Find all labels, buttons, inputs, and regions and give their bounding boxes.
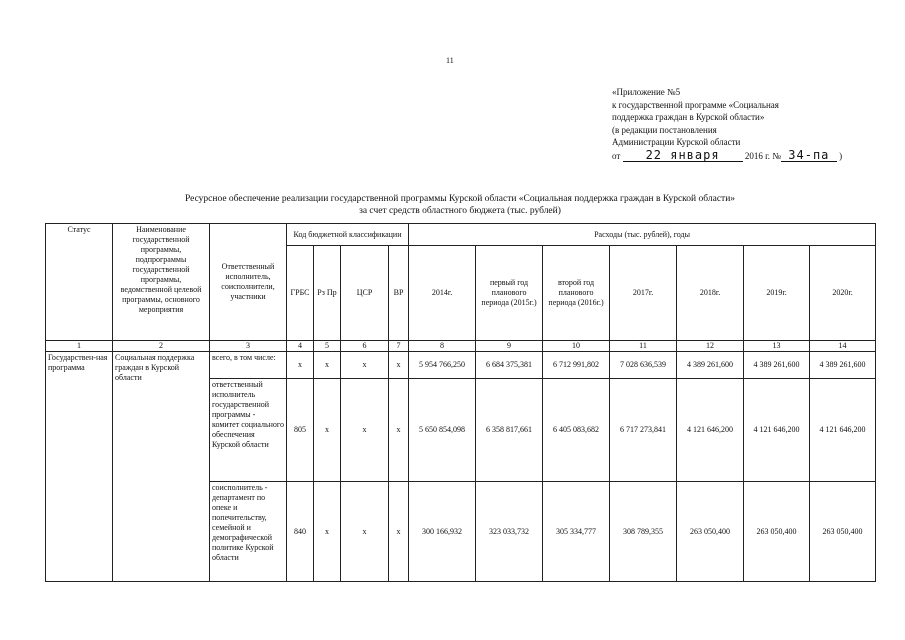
column-number: 9 bbox=[476, 341, 543, 352]
value-2020: 4 389 261,600 bbox=[810, 352, 876, 379]
header-year-2019: 2019г. bbox=[744, 246, 810, 341]
grbs-cell: 840 bbox=[287, 482, 314, 582]
column-number: 1 bbox=[46, 341, 113, 352]
header-year-2016: второй год планового периода (2016г.) bbox=[543, 246, 610, 341]
header-year-2014: 2014г. bbox=[409, 246, 476, 341]
column-number: 14 bbox=[810, 341, 876, 352]
annex-block bbox=[612, 86, 882, 162]
annex-line: «Приложение №5 bbox=[612, 87, 681, 97]
value-2014: 300 166,932 bbox=[409, 482, 476, 582]
value-2016: 305 334,777 bbox=[543, 482, 610, 582]
vr-cell: x bbox=[389, 379, 409, 482]
handwritten-number: 34-па bbox=[781, 149, 837, 162]
header-csr: ЦСР bbox=[341, 246, 389, 341]
value-2017: 7 028 636,539 bbox=[610, 352, 677, 379]
column-number: 5 bbox=[314, 341, 341, 352]
value-2020: 4 121 646,200 bbox=[810, 379, 876, 482]
vr-cell: x bbox=[389, 482, 409, 582]
header-rzpr: Рз Пр bbox=[314, 246, 341, 341]
handwritten-date: 22 января bbox=[623, 149, 743, 162]
rzpr-cell: x bbox=[314, 352, 341, 379]
column-number: 7 bbox=[389, 341, 409, 352]
rzpr-cell: x bbox=[314, 482, 341, 582]
value-2016: 6 405 083,682 bbox=[543, 379, 610, 482]
column-number: 10 bbox=[543, 341, 610, 352]
executor-cell: всего, в том числе: bbox=[210, 352, 287, 379]
value-2019: 4 389 261,600 bbox=[744, 352, 810, 379]
header-year-2017: 2017г. bbox=[610, 246, 677, 341]
annex-line: к государственной программе «Социальная bbox=[612, 99, 779, 110]
value-2015: 6 358 817,661 bbox=[476, 379, 543, 482]
value-2020: 263 050,400 bbox=[810, 482, 876, 582]
column-number: 2 bbox=[113, 341, 210, 352]
column-number: 12 bbox=[677, 341, 744, 352]
annex-line: Администрации Курской области bbox=[612, 137, 741, 147]
column-number: 4 bbox=[287, 341, 314, 352]
value-2017: 6 717 273,841 bbox=[610, 379, 677, 482]
header-name: Наименование государственной программы, подпрограммы государственной программы, ведомственной целевой программы, основного мероприятия bbox=[113, 224, 210, 341]
value-2018: 4 389 261,600 bbox=[677, 352, 744, 379]
header-executor: Ответственный исполнитель, соисполнители, участники bbox=[210, 224, 287, 341]
value-2017: 308 789,355 bbox=[610, 482, 677, 582]
column-number: 6 bbox=[341, 341, 389, 352]
resource-table bbox=[45, 223, 876, 582]
title-line: за счет средств областного бюджета (тыс. рублей) bbox=[359, 206, 561, 216]
header-year-2018: 2018г. bbox=[677, 246, 744, 341]
status-cell: Государствен-ная программа bbox=[46, 352, 113, 582]
grbs-cell: x bbox=[287, 352, 314, 379]
csr-cell: x bbox=[341, 379, 389, 482]
value-2016: 6 712 991,802 bbox=[543, 352, 610, 379]
csr-cell: x bbox=[341, 352, 389, 379]
value-2014: 5 650 854,098 bbox=[409, 379, 476, 482]
rzpr-cell: x bbox=[314, 379, 341, 482]
annex-line: поддержка граждан в Курской области» bbox=[612, 112, 765, 122]
header-year-2020: 2020г. bbox=[810, 246, 876, 341]
column-number: 8 bbox=[409, 341, 476, 352]
value-2015: 6 684 375,381 bbox=[476, 352, 543, 379]
page-number: 11 bbox=[446, 56, 454, 65]
annex-from-label: от bbox=[612, 150, 621, 161]
annex-year-label: 2016 г. № bbox=[744, 150, 781, 161]
header-vr: ВР bbox=[389, 246, 409, 341]
document-title bbox=[40, 193, 880, 217]
value-2018: 4 121 646,200 bbox=[677, 379, 744, 482]
annex-line: (в редакции постановления bbox=[612, 124, 717, 135]
executor-cell: ответственный исполнитель государственной программы - комитет социального обеспечения Курской области bbox=[210, 379, 287, 482]
column-number: 11 bbox=[610, 341, 677, 352]
header-expenses: Расходы (тыс. рублей), годы bbox=[409, 224, 876, 246]
annex-date-line bbox=[612, 149, 882, 163]
column-number: 3 bbox=[210, 341, 287, 352]
value-2015: 323 033,732 bbox=[476, 482, 543, 582]
table-row bbox=[46, 352, 876, 379]
value-2018: 263 050,400 bbox=[677, 482, 744, 582]
header-status: Статус bbox=[46, 224, 113, 341]
program-name-cell: Социальная поддержка граждан в Курской области bbox=[113, 352, 210, 582]
header-budget-code: Код бюджетной классификации bbox=[287, 224, 409, 246]
title-line: Ресурсное обеспечение реализации государственной программы Курской области «Социальная поддержка граждан в Курской области» bbox=[184, 194, 736, 204]
grbs-cell: 805 bbox=[287, 379, 314, 482]
executor-cell: соисполнитель - департамент по опеке и попечительству, семейной и демографической политике Курской области bbox=[210, 482, 287, 582]
value-2019: 4 121 646,200 bbox=[744, 379, 810, 482]
vr-cell: x bbox=[389, 352, 409, 379]
value-2014: 5 954 766,250 bbox=[409, 352, 476, 379]
header-year-2015: первый год планового периода (2015г.) bbox=[476, 246, 543, 341]
csr-cell: x bbox=[341, 482, 389, 582]
column-number: 13 bbox=[744, 341, 810, 352]
annex-close: ) bbox=[839, 150, 843, 161]
value-2019: 263 050,400 bbox=[744, 482, 810, 582]
header-grbs: ГРБС bbox=[287, 246, 314, 341]
